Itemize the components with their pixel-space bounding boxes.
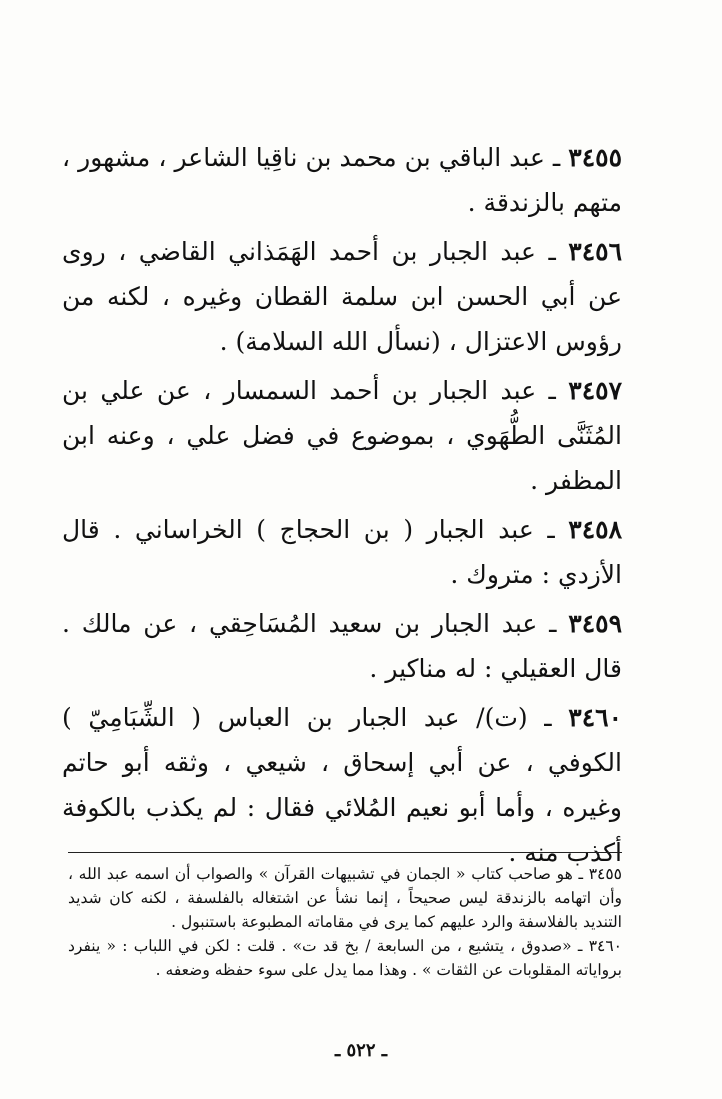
entry-3456 [62, 229, 622, 364]
footnote-3455 [68, 862, 622, 934]
entry-text: ـ عبد الجبار ( بن الحجاج ) الخراساني . قال الأزدي : متروك . [62, 515, 622, 589]
entry-3455 [62, 135, 622, 225]
entry-number: ٣٤٥٧ [568, 376, 622, 405]
footnote-divider [68, 852, 622, 853]
entry-number: ٣٤٥٨ [568, 515, 622, 544]
entry-number: ٣٤٥٦ [568, 237, 622, 266]
entry-text: ـ عبد الجبار بن سعيد المُسَاحِقي ، عن مالك . قال العقيلي : له مناكير . [62, 609, 622, 683]
entry-3460 [62, 695, 622, 875]
page-number: ـ ٥٢٢ ـ [334, 1040, 388, 1061]
footnotes [68, 862, 622, 982]
entry-text: ـ (ت)/ عبد الجبار بن العباس ( الشِّبَامِيّ ) الكوفي ، عن أبي إسحاق ، شيعي ، وثقه أبو حاتم وغيره ، وأما أبو نعيم المُلائي فقال : لم يكذب بالكوفة أكذب منه . [62, 703, 622, 867]
entry-text: ـ عبد الباقي بن محمد بن ناقِيا الشاعر ، مشهور ، متهم بالزندقة . [62, 143, 622, 217]
entry-3459 [62, 601, 622, 691]
entry-text: ـ عبد الجبار بن أحمد الهَمَذاني القاضي ، روى عن أبي الحسن ابن سلمة القطان وغيره ، لكنه من رؤوس الاعتزال ، (نسأل الله السلامة) . [62, 237, 622, 356]
footnote-number: ٣٤٦٠ [588, 937, 622, 955]
footnote-3460 [68, 934, 622, 982]
footnote-text: ـ «صدوق ، يتشيع ، من السابعة / بخ قد ت» . قلت : لكن في اللباب : « ينفرد برواياته المقلوبات عن الثقات » . وهذا مما يدل على سوء حفظه وضعفه . [68, 937, 622, 979]
entry-3457 [62, 368, 622, 503]
main-text-body [62, 135, 622, 879]
footnote-text: ـ هو صاحب كتاب « الجمان في تشبيهات القرآن » والصواب أن اسمه عبد الله ، وأن اتهامه بالزندقة ليس صحيحاً ، إنما نشأ عن اشتغاله بالفلسفة ، لكنه كان شديد التنديد بالفلاسفة والرد عليهم كما يرى في مقاماته المطبوعة باستنبول . [68, 865, 622, 931]
entry-number: ٣٤٥٥ [568, 143, 622, 172]
entry-number: ٣٤٦٠ [568, 703, 622, 732]
footnote-number: ٣٤٥٥ [588, 865, 622, 883]
entry-number: ٣٤٥٩ [568, 609, 622, 638]
entry-text: ـ عبد الجبار بن أحمد السمسار ، عن علي بن المُثَنَّى الطُّهَوي ، بموضوع في فضل علي ، وعنه ابن المظفر . [62, 376, 622, 495]
entry-3458 [62, 507, 622, 597]
